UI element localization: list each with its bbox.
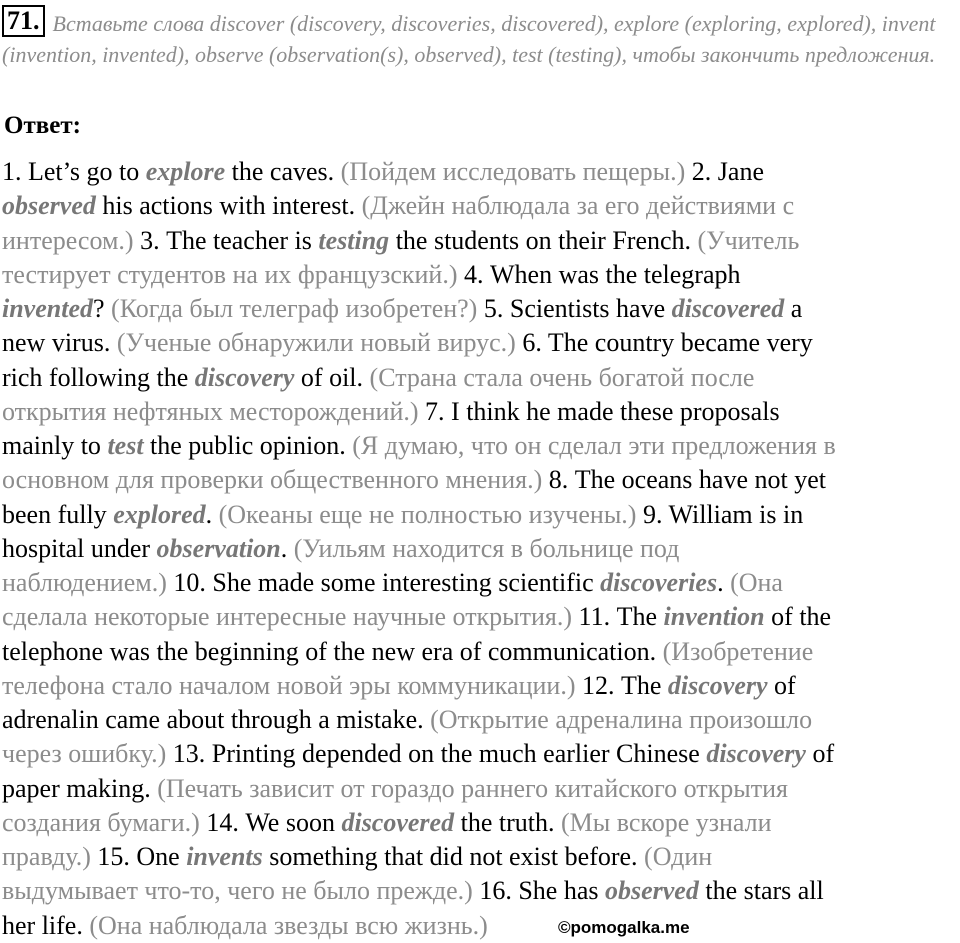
inserted-word: discovered xyxy=(671,294,785,323)
russian-translation: интересом.) xyxy=(2,225,134,255)
answer-line xyxy=(2,326,960,360)
english-text: 15. One xyxy=(90,842,187,871)
english-text: 2. Jane xyxy=(685,157,764,186)
english-text: 3. The teacher is xyxy=(133,225,319,255)
answer-line xyxy=(2,463,960,497)
russian-translation: (Ученые обнаружили новый вирус.) xyxy=(116,328,516,358)
russian-translation: (Мы вскоре узнали xyxy=(560,807,772,837)
answer-line xyxy=(2,292,960,326)
english-text: . xyxy=(717,568,731,597)
russian-translation: телефона стало началом новой эры коммуникации.) xyxy=(2,670,576,700)
answer-line xyxy=(2,669,960,703)
russian-translation: (Открытие адреналина произошло xyxy=(430,705,813,734)
russian-translation: (Страна стала очень богатой после xyxy=(369,362,755,392)
english-text: 14. We soon xyxy=(199,807,342,837)
english-text: 6. The country became very xyxy=(515,328,813,358)
inserted-word: invention xyxy=(663,602,765,632)
english-text: the public opinion. xyxy=(143,431,353,460)
answer-line xyxy=(2,635,960,669)
english-text: hospital under xyxy=(2,533,157,563)
english-text: 13. Printing depended on the much earlier Chinese xyxy=(166,739,707,769)
answer-line xyxy=(2,224,960,258)
english-text: ? xyxy=(93,294,112,323)
english-text: the students on their French. xyxy=(389,225,698,255)
english-text: her life. xyxy=(2,910,90,940)
english-text: 16. She has xyxy=(472,876,605,906)
russian-translation: тестирует студентов на их французский.) xyxy=(2,259,458,289)
russian-translation: через ошибку.) xyxy=(2,739,167,769)
answer-line xyxy=(2,532,960,566)
inserted-word: testing xyxy=(318,225,390,255)
english-text: his actions with interest. xyxy=(95,191,362,221)
watermark: ©pomogalka.me xyxy=(558,918,690,937)
russian-translation: наблюдением.) xyxy=(2,568,167,597)
russian-translation: открытия нефтяных месторождений.) xyxy=(2,396,419,426)
english-text: telephone was the beginning of the new era of communication. xyxy=(2,636,663,666)
answer-line xyxy=(2,395,960,429)
russian-translation: (Она xyxy=(730,568,783,597)
answer-line xyxy=(2,155,960,189)
answer-line xyxy=(2,361,960,395)
english-text: 7. I think he made these proposals xyxy=(418,396,780,426)
english-text: mainly to xyxy=(2,431,108,460)
english-text: of xyxy=(767,670,796,700)
russian-translation: (Уильям находится в больнице под xyxy=(293,533,680,563)
answer-line xyxy=(2,874,960,908)
answer-line xyxy=(2,189,960,223)
inserted-word: observed xyxy=(2,191,96,221)
inserted-word: invents xyxy=(186,842,263,871)
answer-line xyxy=(2,566,960,600)
russian-translation: (Джейн наблюдала за его действиями с xyxy=(361,191,795,221)
answer-line xyxy=(2,772,960,806)
english-text: 10. She made some interesting scientific xyxy=(166,568,601,597)
russian-translation: основном для проверки общественного мнения.) xyxy=(2,465,543,495)
answer-line xyxy=(2,806,960,840)
inserted-word: discoveries xyxy=(600,568,718,597)
russian-translation: (Океаны еще не полностью изучены.) xyxy=(218,499,637,529)
inserted-word: invented xyxy=(2,294,93,323)
english-text: a xyxy=(784,294,803,323)
russian-translation: (Учитель xyxy=(697,225,800,255)
english-text: of the xyxy=(764,602,832,632)
russian-translation: (Когда был телеграф изобретен?) xyxy=(111,294,478,323)
english-text: something that did not exist before. xyxy=(262,842,645,871)
inserted-word: explore xyxy=(145,157,226,186)
inserted-word: discovered xyxy=(341,807,455,837)
russian-translation: (Изобретение xyxy=(662,636,814,666)
russian-translation: (Печать зависит от гораздо раннего китайского открытия xyxy=(157,773,788,803)
russian-translation: сделала некоторые интересные научные открытия.) xyxy=(2,602,573,632)
answer-line xyxy=(2,909,960,943)
english-text: the truth. xyxy=(454,807,561,837)
english-text: been fully xyxy=(2,499,114,529)
russian-translation: создания бумаги.) xyxy=(2,807,200,837)
inserted-word: discovery xyxy=(667,670,768,700)
answer-line xyxy=(2,840,960,874)
answer-line xyxy=(2,600,960,634)
answer-line xyxy=(2,703,960,737)
english-text: the caves. xyxy=(225,157,341,186)
english-text: 12. The xyxy=(575,670,668,700)
english-text: 5. Scientists have xyxy=(477,294,672,323)
english-text: 11. The xyxy=(572,602,664,632)
answer-label: Ответ: xyxy=(4,112,81,139)
russian-translation: правду.) xyxy=(2,842,91,871)
russian-translation: выдумывает что-то, чего не было прежде.) xyxy=(2,876,473,906)
english-text: 8. The oceans have not yet xyxy=(542,465,826,495)
russian-translation: (Она наблюдала звезды всю жизнь.) xyxy=(89,910,488,940)
answer-text xyxy=(2,155,960,943)
russian-translation: (Я думаю, что он сделал эти предложения в xyxy=(352,431,836,460)
answer-line xyxy=(2,258,960,292)
english-text: of xyxy=(805,739,835,769)
english-text: 4. When was the telegraph xyxy=(457,259,741,289)
english-text: rich following the xyxy=(2,362,195,392)
inserted-word: discovery xyxy=(194,362,295,392)
answer-line xyxy=(2,498,960,532)
russian-translation: (Один xyxy=(644,842,713,871)
task-instruction: Вставьте слова discover (discovery, discoveries, discovered), explore (exploring, explored), invent (invention, invented), observe (observation(s), observed), test (testing), чтобы закончить предложения. xyxy=(2,11,936,67)
english-text: of oil. xyxy=(294,362,370,392)
task-number: 71. xyxy=(2,5,45,37)
english-text: 9. William is in xyxy=(636,499,804,529)
answer-line xyxy=(2,429,960,463)
english-text: . xyxy=(205,499,219,529)
inserted-word: explored xyxy=(113,499,206,529)
inserted-word: observation xyxy=(156,533,281,563)
english-text: 1. Let’s go to xyxy=(2,157,146,186)
english-text: paper making. xyxy=(2,773,158,803)
inserted-word: test xyxy=(107,431,144,460)
inserted-word: observed xyxy=(604,876,699,906)
inserted-word: discovery xyxy=(706,739,806,769)
russian-translation: (Пойдем исследовать пещеры.) xyxy=(340,157,686,186)
task-header xyxy=(2,5,957,70)
english-text: the stars all xyxy=(698,876,824,906)
english-text: new virus. xyxy=(2,328,117,358)
english-text: adrenalin came about through a mistake. xyxy=(2,705,431,734)
english-text: . xyxy=(280,533,294,563)
answer-line xyxy=(2,737,960,771)
